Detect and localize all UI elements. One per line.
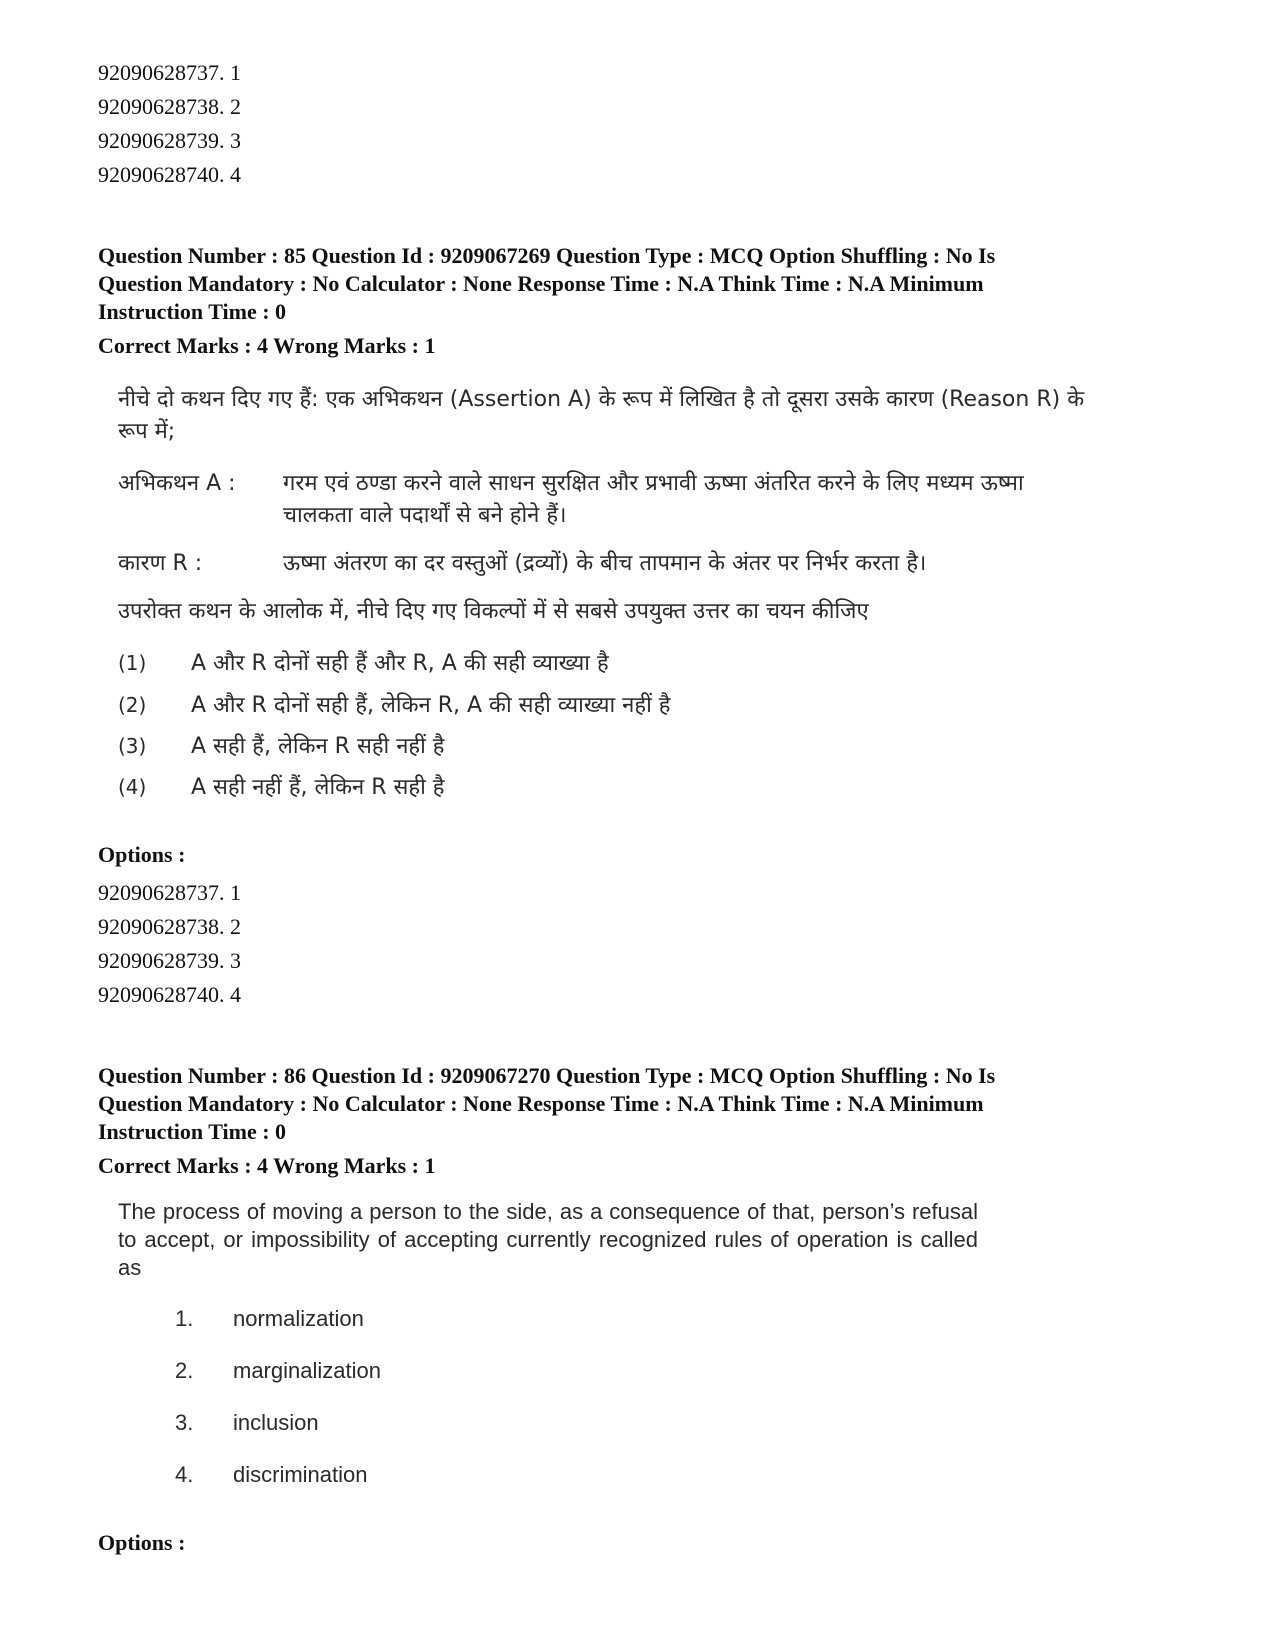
choice-text: discrimination: [233, 1462, 368, 1487]
choice-item: [175, 1462, 368, 1488]
choice-item: [118, 729, 444, 764]
question-86-meta: [98, 1062, 1178, 1146]
assertion-label: अभिकथन A :: [118, 471, 236, 496]
choice-item: [175, 1410, 319, 1436]
option-line: 92090628737. 1: [98, 60, 241, 85]
choice-text: marginalization: [233, 1358, 381, 1383]
assertion-text: गरम एवं ठण्डा करने वाले साधन सुरक्षित और प्रभावी ऊष्मा अंतरित करने के लिए मध्यम ऊष्मा चालकता वाले पदार्थों से बने होने हैं।: [283, 471, 1024, 528]
choice-number: (2): [118, 693, 147, 717]
question-85-intro: नीचे दो कथन दिए गए हैं: एक अभिकथन (Assertion A) के रूप में लिखित है तो दूसरा उसके कारण (Reason R) के रूप में;: [118, 387, 1085, 444]
options-label: Options :: [98, 1530, 186, 1555]
choice-text: normalization: [233, 1306, 364, 1331]
choice-number: 1.: [175, 1306, 194, 1331]
option-line: 92090628737. 1: [98, 880, 241, 905]
choice-number: (3): [118, 734, 147, 758]
options-label: Options :: [98, 842, 186, 867]
option-line: 92090628738. 2: [98, 914, 241, 939]
choice-item: [118, 688, 670, 723]
question-86-marks: Correct Marks : 4 Wrong Marks : 1: [98, 1153, 436, 1178]
reason-row: [118, 548, 1098, 580]
question-86-text: The process of moving a person to the side, as a consequence of that, person’s refusal to accept, or impossibility of accepting currently recognized rules of operation is called as: [118, 1199, 978, 1280]
meta-line: Instruction Time : 0: [98, 299, 287, 324]
choice-item: [118, 646, 609, 681]
meta-line: Question Mandatory : No Calculator : None Response Time : N.A Think Time : N.A Minimum: [98, 1091, 984, 1116]
option-line: 92090628740. 4: [98, 162, 241, 187]
choice-text: A सही हैं, लेकिन R सही नहीं है: [191, 734, 445, 759]
question-85-meta: [98, 242, 1178, 326]
meta-line: Question Number : 85 Question Id : 9209067269 Question Type : MCQ Option Shuffling : No Is: [98, 243, 996, 268]
choice-item: [175, 1306, 364, 1332]
meta-line: Question Mandatory : No Calculator : None Response Time : N.A Think Time : N.A Minimum: [98, 271, 984, 296]
choice-text: A सही नहीं हैं, लेकिन R सही है: [191, 775, 445, 800]
option-line: 92090628740. 4: [98, 982, 241, 1007]
choice-number: (1): [118, 651, 147, 675]
option-line: 92090628738. 2: [98, 94, 241, 119]
assertion-row: [118, 468, 1098, 532]
choice-number: (4): [118, 775, 147, 799]
question-85-instruction: उपरोक्त कथन के आलोक में, नीचे दिए गए विकल्पों में से सबसे उपयुक्त उत्तर का चयन कीजिए: [118, 599, 869, 624]
choice-number: 2.: [175, 1358, 194, 1383]
meta-line: Instruction Time : 0: [98, 1119, 287, 1144]
question-85-marks: Correct Marks : 4 Wrong Marks : 1: [98, 333, 436, 358]
choice-text: inclusion: [233, 1410, 319, 1435]
reason-label: कारण R :: [118, 551, 203, 576]
reason-text: ऊष्मा अंतरण का दर वस्तुओं (द्रव्यों) के बीच तापमान के अंतर पर निर्भर करता है।: [283, 551, 927, 576]
choice-item: [118, 770, 444, 805]
choice-number: 4.: [175, 1462, 194, 1487]
option-line: 92090628739. 3: [98, 128, 241, 153]
choice-item: [175, 1358, 381, 1384]
option-line: 92090628739. 3: [98, 948, 241, 973]
meta-line: Question Number : 86 Question Id : 9209067270 Question Type : MCQ Option Shuffling : No Is: [98, 1063, 996, 1088]
choice-text: A और R दोनों सही हैं, लेकिन R, A की सही व्याख्या नहीं है: [191, 693, 671, 718]
choice-text: A और R दोनों सही हैं और R, A की सही व्याख्या है: [191, 651, 609, 676]
choice-number: 3.: [175, 1410, 194, 1435]
